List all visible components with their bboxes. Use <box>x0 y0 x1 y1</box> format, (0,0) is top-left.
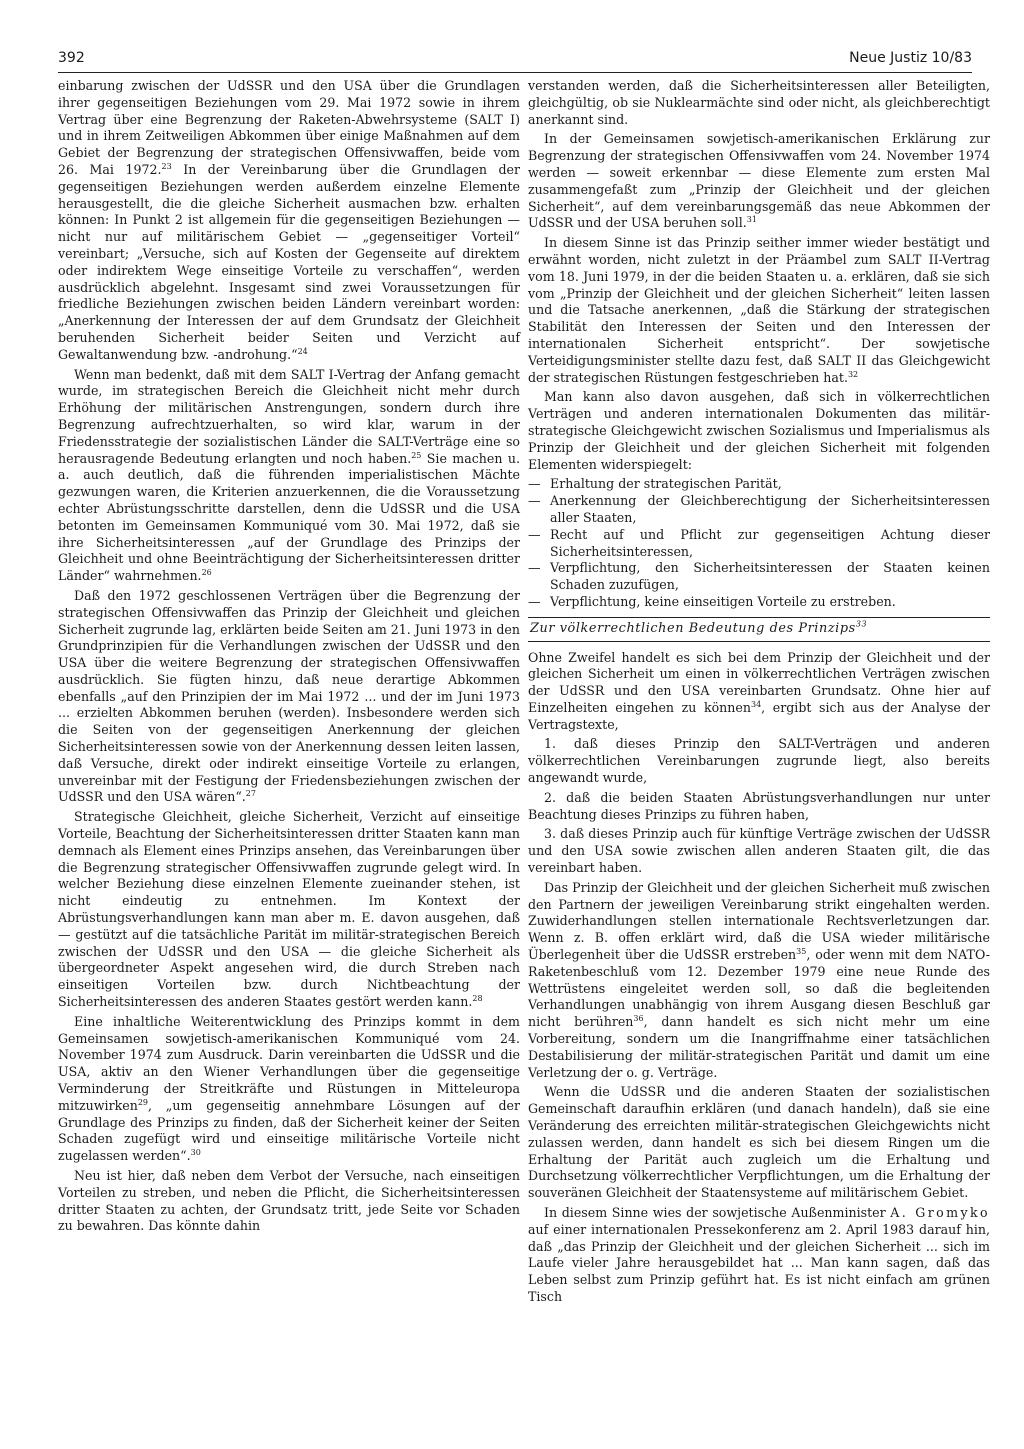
page-number: 392 <box>58 50 85 66</box>
footnote-ref: 28 <box>472 993 483 1003</box>
paragraph: einbarung zwischen der UdSSR und den USA über die Grundlagen ihrer gegenseitigen Beziehungen vom 29. Mai 1972 sowie in ihrem Vertrag über eine Begrenzung der Raketen-Abwehrsysteme (SALT I) und in ihrem Zeitweiligen Abkommen über einige Maßnahmen auf dem Gebiet der Begrenzung der strategischen Offensivwaffen, beide vom 26. Mai 1972.23 In der Vereinbarung über die Grundlagen der gegenseitigen Beziehungen werden außerdem einzelne Elemente herausgestellt, die die gleiche Sicherheit ausmachen bzw. erhalten können: In Punkt 2 ist allgemein für die gegenseitigen Beziehungen — nicht nur auf militärischem Gebiet — „gegenseitiger Vorteil“ vereinbart; „Versuche, sich auf Kosten der Gegenseite auf direktem oder indirektem Wege einseitige Vorteile zu verschaffen“, werden ausdrücklich abgelehnt. Insgesamt sind zwei Voraussetzungen für friedliche Beziehungen zwischen beiden Ländern vereinbart worden: „Anerkennung der Interessen der auf dem Grundsatz der Gleichheit beruhenden Sicherheit beider Seiten und Verzicht auf Gewaltanwendung bzw. -androhung.“$^{24}$ <box>58 78 520 362</box>
footnote-ref: 30 <box>190 1148 201 1158</box>
footnote-ref: 23 <box>161 161 172 171</box>
paragraph: In diesem Sinne wies der sowjetische Außenminister A. Gromyko auf einer internationalen Pressekonferenz am 2. April 1983 darauf hin, daß „das Prinzip der Gleichheit und der gleichen Sicherheit ... sich im Laufe vieler Jahre herausgebildet hat ... Man kann sagen, daß das Leben selbst zum Prinzip geführt hat. Es ist nicht einfach am grünen Tisch <box>528 1205 990 1304</box>
left-column <box>58 78 520 1238</box>
footnote-ref: 32 <box>847 369 859 379</box>
footnote-ref: 34 <box>750 699 762 709</box>
list-item: — Verpflichtung, den Sicherheitsinteressen der Staaten keinen Schaden zuzufügen, <box>528 560 990 594</box>
paragraph: Wenn die UdSSR und die anderen Staaten der sozialistischen Gemeinschaft daraufhin erklären (und danach handeln), daß sie eine Veränderung des erreichten militär-strategischen Gleichgewichts nicht zulassen werden, dann handelt es sich bei diesem Ringen um die Erhaltung der Parität auch zugleich um die Erhaltung und Durchsetzung völkerrechtlicher Verpflichtungen, um die Erhaltung der souveränen Gleichheit der Staatensysteme auf militärischem Gebiet. <box>528 1084 990 1201</box>
journal-issue: Neue Justiz 10/83 <box>849 50 972 66</box>
page-header <box>58 46 972 73</box>
paragraph: Strategische Gleichheit, gleiche Sicherheit, Verzicht auf einseitige Vorteile, Beachtung der Sicherheitsinteressen dritter Staaten kann man demnach als Element eines Prinzips ansehen, das Vereinbarungen über die Begrenzung strategischer Offensivwaffen zugrunde gelegt wird. In welcher Beziehung diese einzelnen Elemente zueinander stehen, ist nicht eindeutig zu entnehmen. Im Kontext der Abrüstungsverhandlungen kann man aber m. E. davon ausgehen, daß — gestützt auf die tatsächliche Parität im militär-strategischen Bereich zwischen der UdSSR und den USA — die gleiche Sicherheit als übergeordneter Aspekt angesehen wird, die durch Streben nach einseitigen Vorteilen bzw. durch Nichtbeachtung der Sicherheitsinteressen des anderen Staates gestört werden kann.$^{28}$ <box>58 809 520 1010</box>
footnote-ref: 26 <box>201 567 212 577</box>
paragraph: Ohne Zweifel handelt es sich bei dem Prinzip der Gleichheit und der gleichen Sicherheit um einen in völkerrechtlichen Verträgen zwischen der UdSSR und den USA vereinbarten Grundsatz. Ohne hier auf Einzelheiten eingehen zu können$^{34}$, ergibt sich aus der Analyse der Vertragstexte, <box>528 649 991 732</box>
numbered-item: 3. daß dieses Prinzip auch für künftige Verträge zwischen der UdSSR und den USA sowie zwischen allen anderen Staaten gilt, die das vereinbart haben. <box>528 826 990 876</box>
list-item: — Erhaltung der strategischen Parität, <box>528 476 990 493</box>
footnote-ref: 29 <box>137 1097 148 1107</box>
paragraph: Man kann also davon ausgehen, daß sich in völkerrechtlichen Verträgen und anderen internationalen Dokumenten das militär-strategische Gleichgewicht zwischen Sozialismus und Imperialismus als Prinzip der Gleichheit und der gleichen Sicherheit mit folgenden Elementen widerspiegelt: <box>528 389 990 472</box>
numbered-item: 1. daß dieses Prinzip den SALT-Verträgen und anderen völkerrechtlichen Vereinbarungen zugrunde liegt, also bereits angewandt wurde, <box>528 736 990 786</box>
footnote-ref: 35 <box>796 946 807 956</box>
footnote-ref: 25 <box>411 450 422 460</box>
paragraph: Eine inhaltliche Weiterentwicklung des Prinzips kommt in dem Gemeinsamen sowjetisch-amerikanischen Kommuniqué vom 24. November 1974 zum Ausdruck. Darin vereinbarten die UdSSR und die USA, aktiv an den Wiener Verhandlungen über die gegenseitige Verminderung der Streitkräfte und Rüstungen in Mitteleuropa mitzuwirken$^{29}$, „um gegenseitig annehmbare Lösungen auf der Grundlage des Prinzips zu finden, daß der Sicherheit keiner der Seiten Schaden zugefügt wird und einseitige militärische Vorteile nicht zugelassen werden“.$^{30}$ <box>58 1013 520 1164</box>
footnote-ref: 27 <box>245 789 256 799</box>
paragraph: In diesem Sinne ist das Prinzip seither immer wieder bestätigt und erwähnt worden, nicht zuletzt in der Präambel zum SALT II-Vertrag vom 18. Juni 1979, in der die beiden Staaten u. a. erklären, daß sie sich vom „Prinzip der Gleichheit und der gleichen Sicherheit“ leiten lassen und die Tatsache anerkennen, „daß die Stärkung der strategischen Stabilität den Interessen der Seiten und den Interessen der internationalen Sicherheit entspricht“. Der sowjetische Verteidigungsminister stellte dazu fest, daß SALT II das Gleichgewicht der strategischen Rüstungen festgeschrieben hat.$^{32}$ <box>528 235 990 385</box>
footnote-ref: 24 <box>297 346 308 356</box>
footnote-ref: 31 <box>746 215 757 225</box>
paragraph: Neu ist hier, daß neben dem Verbot der Versuche, nach einseitigen Vorteilen zu streben, und neben die Pflicht, die Sicherheitsinteressen dritter Staaten zu achten, der Grundsatz tritt, jede Seite vor Schaden zu bewahren. Das könnte dahin <box>58 1168 520 1234</box>
section-heading: Zur völkerrechtlichen Bedeutung des Prinzips$^{33}$ <box>528 617 990 642</box>
paragraph: verstanden werden, daß die Sicherheitsinteressen aller Beteiligten, gleichgültig, ob sie Nuklearmächte sind oder nicht, als gleichberechtigt anerkannt sind. <box>528 78 990 127</box>
paragraph: In der Gemeinsamen sowjetisch-amerikanischen Erklärung zur Begrenzung der strategischen Offensivwaffen vom 24. November 1974 werden — soweit erkennbar — diese Elemente zum ersten Mal zusammengefaßt zum „Prinzip der Gleichheit und der gleichen Sicherheit“, auf dem vereinbarungsgemäß das neue Abkommen der UdSSR und der USA beruhen soll.$^{31}$ <box>528 131 990 231</box>
person-name: A. Gromyko <box>890 1205 990 1220</box>
paragraph: Wenn man bedenkt, daß mit dem SALT I-Vertrag der Anfang gemacht wurde, im strategischen Bereich die Gleichheit nicht mehr durch Erhöhung der militärischen Anstrengungen, sondern durch ihre Begrenzung aufrechtzuerhalten, so wird klar, warum in der Friedensstrategie der sozialistischen Länder die SALT-Verträge eine so herausragende Bedeutung erlangten und noch haben.$^{25}$ Sie machen u. a. auch deutlich, daß die führenden imperialistischen Mächte gezwungen waren, die Kriterien anzuerkennen, die die Voraussetzung echter Abrüstungsschritte darstellen, denn die UdSSR und die USA betonten im Gemeinsamen Kommuniqué vom 30. Mai 1972, daß sie ihre Sicherheitsinteressen „auf der Grundlage des Prinzips der Gleichheit und ohne Beeinträchtigung der Sicherheitsinteressen dritter Länder“ wahrnehmen.$^{26}$ <box>58 366 520 584</box>
footnote-ref: 33 <box>855 619 868 629</box>
right-column <box>528 78 990 1309</box>
list-item: — Verpflichtung, keine einseitigen Vorteile zu erstreben. <box>528 594 990 611</box>
paragraph: Das Prinzip der Gleichheit und der gleichen Sicherheit muß zwischen den Partnern der jeweiligen Vereinbarung strikt eingehalten werden. Zuwiderhandlungen stellen internationale Rechtsverletzungen dar. Wenn z. B. offen erklärt wird, daß die USA wieder militärische Überlegenheit über die UdSSR erstreben$^{35}$, oder wenn mit dem NATO-Raketenbeschluß vom 12. Dezember 1979 eine neue Runde des Wettrüstens eingeleitet werden soll, so daß die begleitenden Verhandlungen unabhängig von ihrem Ausgang diesen Beschluß gar nicht berühren$^{36}$, dann handelt es sich nicht mehr um eine Vorbereitung, sondern um die Inangriffnahme einer tatsächlichen Destabilisierung der militär-strategischen Parität und damit um eine Verletzung der o. g. Verträge. <box>528 879 990 1080</box>
element-list <box>528 476 990 610</box>
paragraph: Daß den 1972 geschlossenen Verträgen über die Begrenzung der strategischen Offensivwaffen das Prinzip der Gleichheit und gleichen Sicherheit zugrunde lag, erklärten beide Seiten am 21. Juni 1973 in den Grundprinzipien für die Verhandlungen zwischen der UdSSR und den USA über die weitere Begrenzung der strategischen Offensivwaffen ausdrücklich. Sie fügten hinzu, daß neue derartige Abkommen ebenfalls „auf den Prinzipien der im Mai 1972 ... und der im Juni 1973 ... erzielten Abkommen beruhen (werden). Insbesondere werden sich die Seiten von der gegenseitigen Anerkennung der gleichen Sicherheitsinteressen sowie von der Anerkennung dessen leiten lassen, daß Versuche, direkt oder indirekt einseitige Vorteile zu erlangen, unvereinbar mit der Festigung der Friedensbeziehungen zwischen der UdSSR und den USA wären“.$^{27}$ <box>58 587 520 805</box>
list-item: — Anerkennung der Gleichberechtigung der Sicherheitsinteressen aller Staaten, <box>528 493 990 527</box>
list-item: — Recht auf und Pflicht zur gegenseitigen Achtung dieser Sicherheitsinteressen, <box>528 527 990 561</box>
numbered-item: 2. daß die beiden Staaten Abrüstungsverhandlungen nur unter Beachtung dieses Prinzips zu führen haben, <box>528 789 990 822</box>
footnote-ref: 36 <box>633 1014 644 1024</box>
